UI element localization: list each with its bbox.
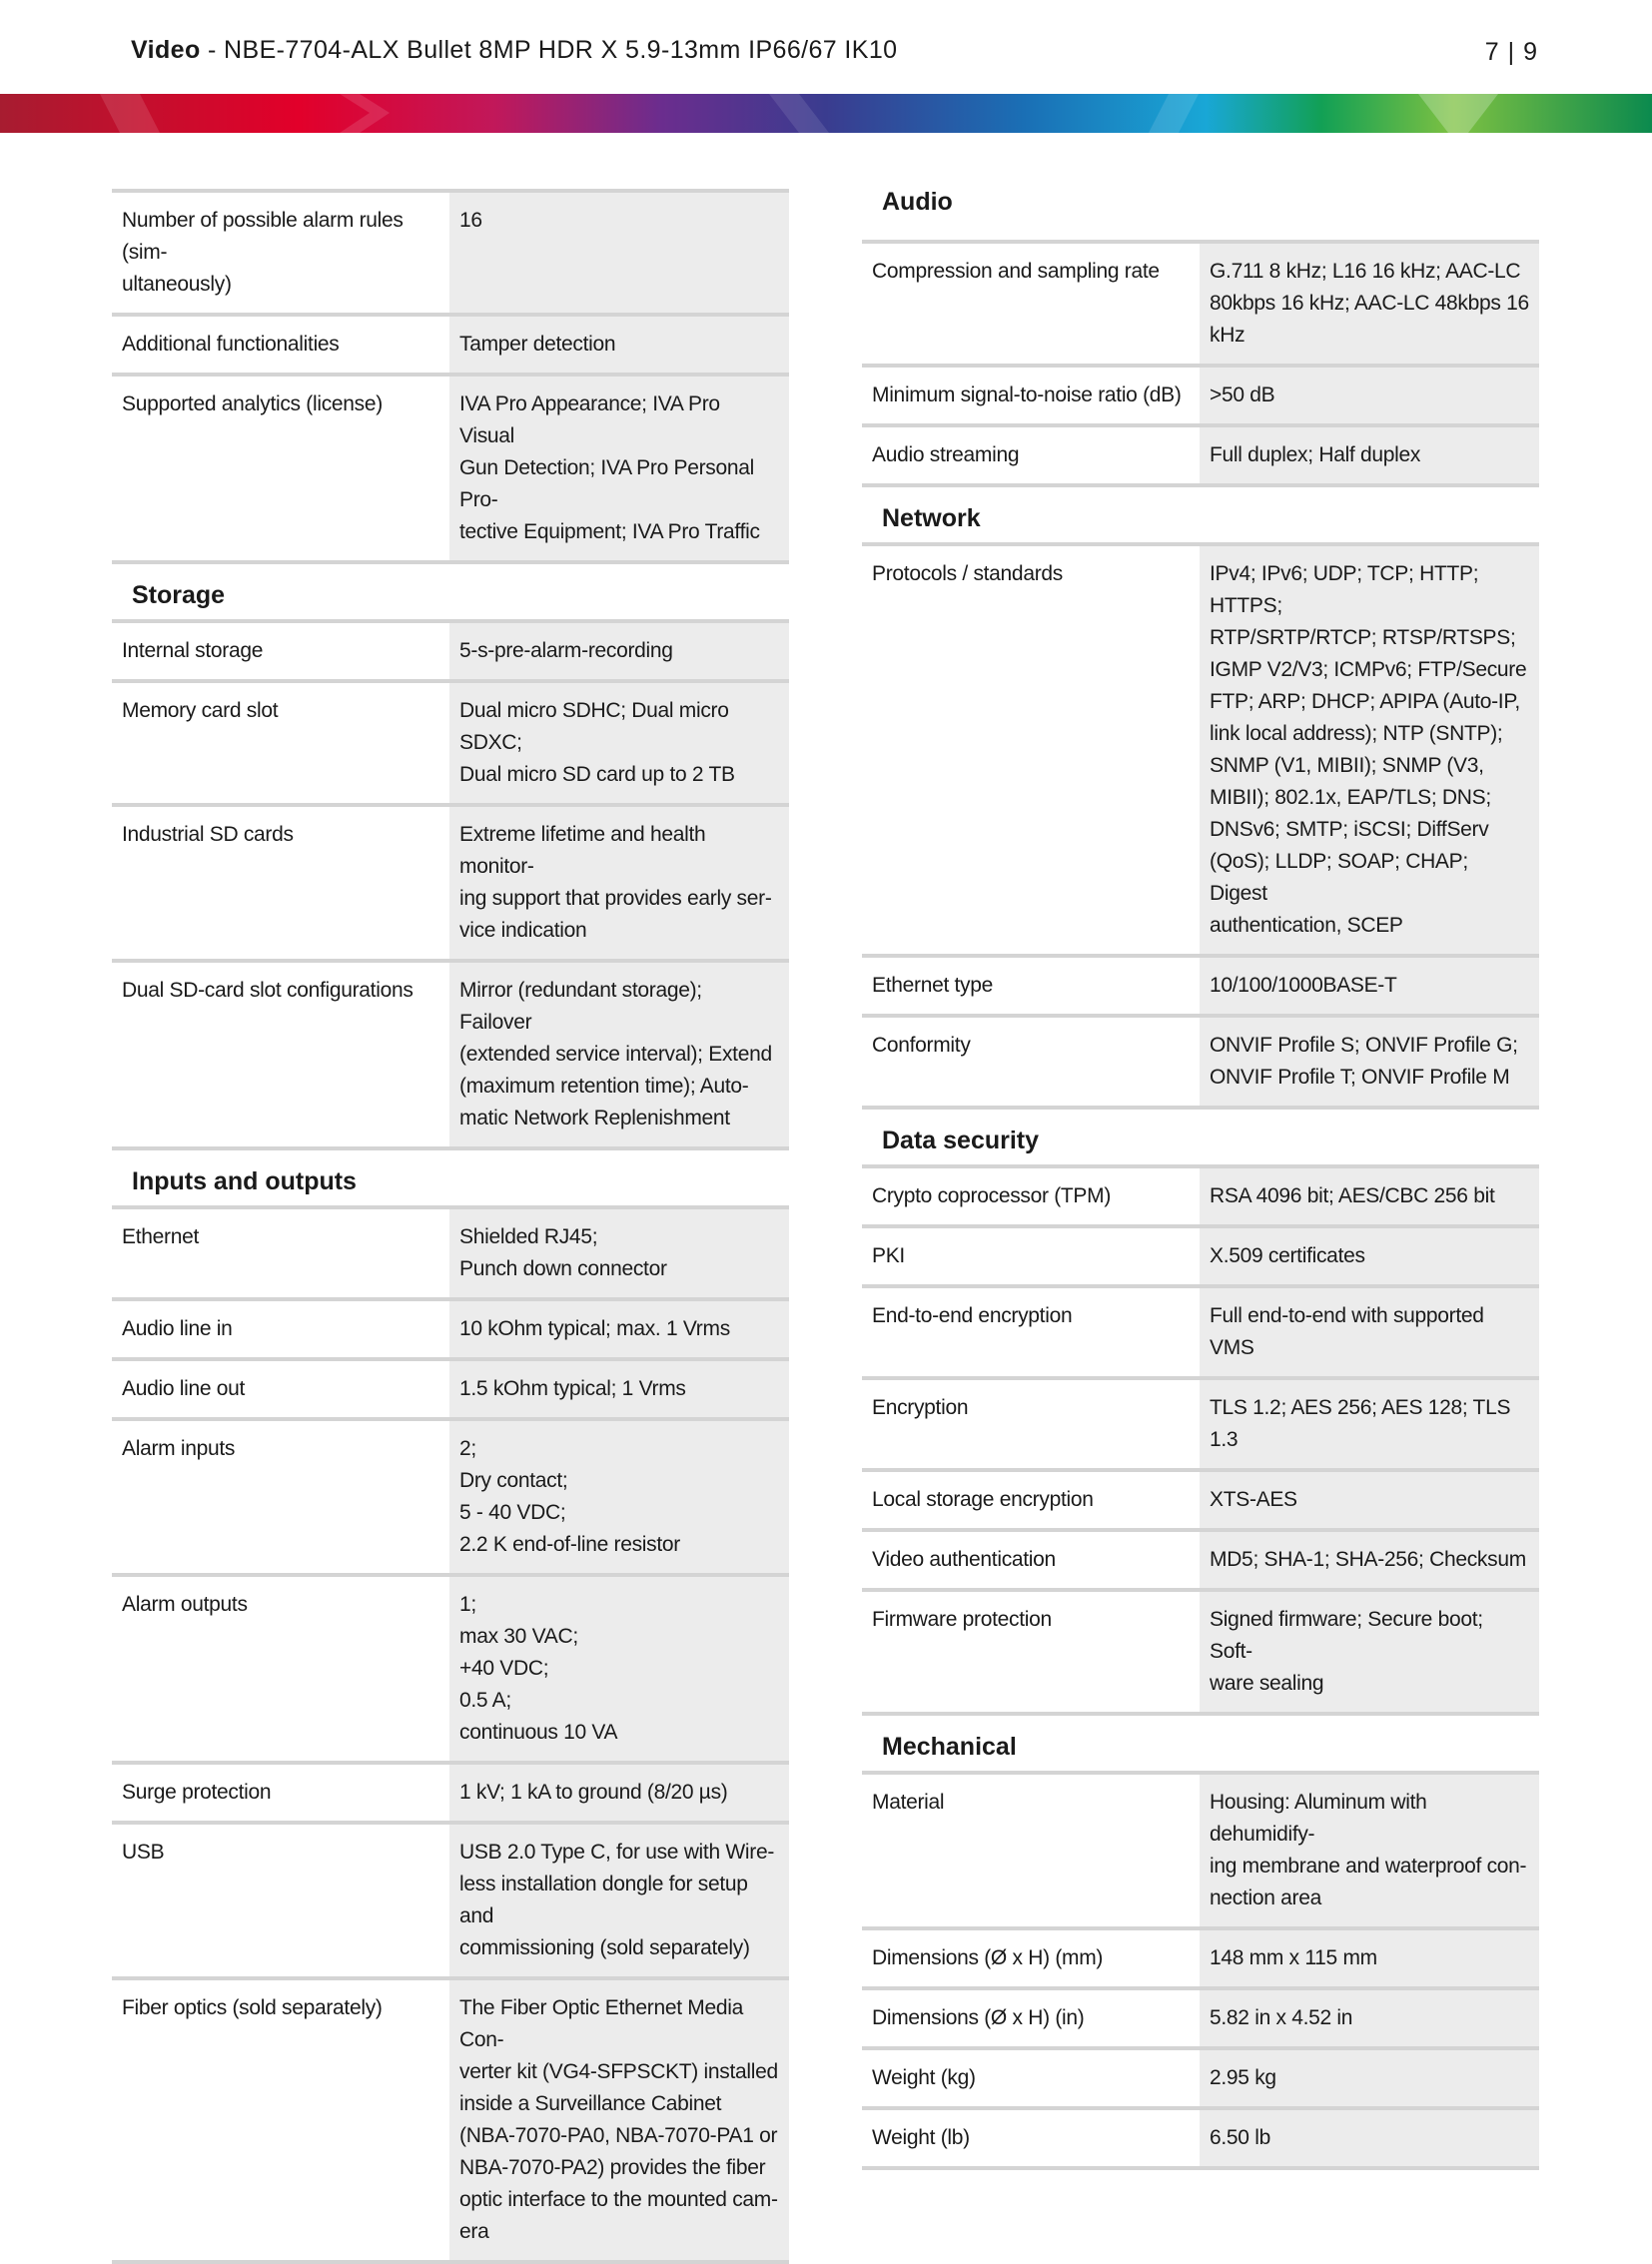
text-line: kHz — [1210, 324, 1245, 347]
spec-value — [1200, 1378, 1539, 1470]
text-line: authentication, SCEP — [1210, 914, 1403, 937]
table-audio — [862, 240, 1539, 487]
spec-value — [449, 1978, 789, 2262]
table-row — [112, 1359, 789, 1419]
spec-label: Material — [862, 1773, 1200, 1928]
right-column — [862, 185, 1539, 2170]
table-mechanical — [862, 1771, 1539, 2170]
text-line: inside a Surveillance Cabinet — [459, 2092, 722, 2115]
spec-value — [449, 805, 789, 961]
table-row — [112, 1823, 789, 1978]
section-title-storage: Storage — [132, 581, 226, 609]
spec-label: Minimum signal-to-noise ratio (dB) — [862, 366, 1200, 425]
table-row — [862, 544, 1539, 956]
spec-label: Local storage encryption — [862, 1470, 1200, 1530]
page-header — [0, 0, 1652, 95]
spec-value: 10 kOhm typical; max. 1 Vrms — [449, 1299, 789, 1359]
text-line: NBA-7070-PA2) provides the fiber — [459, 2156, 766, 2179]
text-line: ing membrane and waterproof con- — [1210, 1855, 1527, 1878]
text-line: less installation dongle for setup and — [459, 1873, 748, 1927]
table-row — [862, 1590, 1539, 1714]
spec-label: Additional functionalities — [112, 315, 449, 375]
table-row — [112, 1575, 789, 1763]
text-line: ware sealing — [1210, 1672, 1324, 1695]
table-row — [112, 621, 789, 681]
spec-label: Alarm outputs — [112, 1575, 449, 1763]
section-title-inputs-outputs: Inputs and outputs — [132, 1167, 357, 1195]
spec-value — [449, 1575, 789, 1763]
text-line: 1; — [459, 1593, 476, 1616]
text-line: verter kit (VG4-SFPSCKT) installed — [459, 2060, 778, 2083]
table-row — [112, 1299, 789, 1359]
spec-value: 148 mm x 115 mm — [1200, 1928, 1539, 1988]
table-storage — [112, 619, 789, 1150]
text-line: RTP/SRTP/RTCP; RTSP/RTSPS; — [1210, 626, 1516, 649]
text-line: Dual micro SDHC; Dual micro SDXC; — [459, 699, 729, 754]
section-title-data-security: Data security — [882, 1127, 1040, 1154]
spec-label: Supported analytics (license) — [112, 375, 449, 562]
table-row — [112, 375, 789, 562]
band-gradient — [0, 94, 1652, 133]
table-row — [112, 315, 789, 375]
spec-label: Weight (lb) — [862, 2108, 1200, 2168]
text-line: USB 2.0 Type C, for use with Wire- — [459, 1841, 775, 1864]
text-line: era — [459, 2220, 489, 2243]
spec-value — [1200, 1016, 1539, 1108]
spec-value: Full end-to-end with supported VMS — [1200, 1286, 1539, 1378]
text-line: optic interface to the mounted cam- — [459, 2188, 778, 2211]
spec-label: End-to-end encryption — [862, 1286, 1200, 1378]
spec-label: Industrial SD cards — [112, 805, 449, 961]
spec-label: Fiber optics (sold separately) — [112, 1978, 449, 2262]
spec-value: 1 kV; 1 kA to ground (8/20 µs) — [449, 1763, 789, 1823]
spec-value: MD5; SHA-1; SHA-256; Checksum — [1200, 1530, 1539, 1590]
text-line: matic Network Replenishment — [459, 1107, 730, 1130]
spec-value — [1200, 242, 1539, 366]
table-row — [112, 1419, 789, 1575]
table-row — [112, 681, 789, 805]
table-row — [862, 1226, 1539, 1286]
spec-value: 16 — [449, 191, 789, 315]
text-line: G.711 8 kHz; L16 16 kHz; AAC-LC — [1210, 260, 1521, 283]
text-line: commissioning (sold separately) — [459, 1936, 750, 1959]
spec-value: Tamper detection — [449, 315, 789, 375]
table-row — [862, 1016, 1539, 1108]
table-row — [112, 1763, 789, 1823]
text-line: (NBA-7070-PA0, NBA-7070-PA1 or — [459, 2124, 778, 2147]
spec-value: >50 dB — [1200, 366, 1539, 425]
spec-value — [1200, 1773, 1539, 1928]
text-line: link local address); NTP (SNTP); — [1210, 722, 1503, 745]
text-line: 1.3 — [1210, 1428, 1239, 1451]
table-row — [112, 191, 789, 315]
spec-value: 6.50 lb — [1200, 2108, 1539, 2168]
table-row — [862, 425, 1539, 485]
spec-label: Conformity — [862, 1016, 1200, 1108]
text-line: Extreme lifetime and health monitor- — [459, 823, 706, 878]
spec-label: Encryption — [862, 1378, 1200, 1470]
text-line: Signed firmware; Secure boot; Soft- — [1210, 1608, 1483, 1663]
text-line: MIBII); 802.1x, EAP/TLS; DNS; — [1210, 786, 1491, 809]
spec-label: Video authentication — [862, 1530, 1200, 1590]
table-row — [862, 2048, 1539, 2108]
text-line: (QoS); LLDP; SOAP; CHAP; Digest — [1210, 850, 1468, 905]
text-line: 2.2 K end-of-line resistor — [459, 1533, 680, 1556]
table-row — [112, 805, 789, 961]
text-line: (maximum retention time); Auto- — [459, 1075, 749, 1098]
spec-value: 5.82 in x 4.52 in — [1200, 1988, 1539, 2048]
table-row — [112, 1978, 789, 2262]
table-row — [862, 1286, 1539, 1378]
spec-label: Surge protection — [112, 1763, 449, 1823]
spec-value — [1200, 1590, 1539, 1714]
table-row — [862, 366, 1539, 425]
spec-label: Compression and sampling rate — [862, 242, 1200, 366]
spec-value — [449, 961, 789, 1148]
text-line: IPv4; IPv6; UDP; TCP; HTTP; HTTPS; — [1210, 562, 1479, 617]
spec-label: USB — [112, 1823, 449, 1978]
spec-label: Weight (kg) — [862, 2048, 1200, 2108]
spec-label: Audio line out — [112, 1359, 449, 1419]
section-title-audio: Audio — [882, 188, 953, 216]
text-line: 2; — [459, 1437, 476, 1460]
page-number: 7 | 9 — [1484, 38, 1538, 66]
text-line: Shielded RJ45; — [459, 1225, 598, 1248]
title-category: Video — [131, 36, 201, 64]
text-line: 5 - 40 VDC; — [459, 1501, 566, 1524]
table-network — [862, 542, 1539, 1110]
text-line: max 30 VAC; — [459, 1625, 578, 1648]
text-line: tective Equipment; IVA Pro Traffic — [459, 520, 760, 543]
text-line: ing support that provides early ser- — [459, 887, 772, 910]
spec-label: Audio line in — [112, 1299, 449, 1359]
spec-label: PKI — [862, 1226, 1200, 1286]
table-row — [862, 2108, 1539, 2168]
table-row — [862, 1773, 1539, 1928]
text-line: (extended service interval); Extend — [459, 1043, 772, 1066]
text-line: TLS 1.2; AES 256; AES 128; TLS — [1210, 1396, 1511, 1419]
text-line: SNMP (V1, MIBII); SNMP (V3, — [1210, 754, 1484, 777]
text-line: ONVIF Profile S; ONVIF Profile G; — [1210, 1034, 1518, 1057]
table-row — [862, 956, 1539, 1016]
section-title-mechanical: Mechanical — [882, 1733, 1017, 1761]
text-line: ultaneously) — [122, 273, 232, 296]
table-row — [862, 1988, 1539, 2048]
spec-value — [1200, 544, 1539, 956]
text-line: Dry contact; — [459, 1469, 568, 1492]
spec-label: Protocols / standards — [862, 544, 1200, 956]
text-line: 0.5 A; — [459, 1689, 511, 1712]
text-line: IVA Pro Appearance; IVA Pro Visual — [459, 392, 720, 447]
text-line: Gun Detection; IVA Pro Personal Pro- — [459, 456, 754, 511]
spec-label: Crypto coprocessor (TPM) — [862, 1166, 1200, 1226]
spec-value: X.509 certificates — [1200, 1226, 1539, 1286]
spec-value — [449, 1419, 789, 1575]
spec-label: Firmware protection — [862, 1590, 1200, 1714]
text-line: Housing: Aluminum with dehumidify- — [1210, 1791, 1427, 1846]
text-line: FTP; ARP; DHCP; APIPA (Auto-IP, — [1210, 690, 1520, 713]
spec-label: Dual SD-card slot configurations — [112, 961, 449, 1148]
text-line: Number of possible alarm rules (sim- — [122, 209, 404, 264]
spec-value: 2.95 kg — [1200, 2048, 1539, 2108]
table-data-security — [862, 1164, 1539, 1716]
text-line: continuous 10 VA — [459, 1721, 618, 1744]
title-separator: - — [200, 36, 225, 64]
spec-label: Audio streaming — [862, 425, 1200, 485]
spec-label: Memory card slot — [112, 681, 449, 805]
spec-value: 10/100/1000BASE-T — [1200, 956, 1539, 1016]
table-row — [862, 1530, 1539, 1590]
spec-value — [449, 681, 789, 805]
left-column — [112, 189, 789, 2264]
spec-label: Ethernet — [112, 1207, 449, 1299]
text-line: Punch down connector — [459, 1257, 667, 1280]
document-title — [131, 36, 897, 65]
text-line: The Fiber Optic Ethernet Media Con- — [459, 1996, 743, 2051]
table-row — [862, 1928, 1539, 1988]
text-line: +40 VDC; — [459, 1657, 549, 1680]
spec-label — [112, 191, 449, 315]
table-row — [862, 242, 1539, 366]
table-row — [862, 1470, 1539, 1530]
spec-value: 1.5 kOhm typical; 1 Vrms — [449, 1359, 789, 1419]
text-line: IGMP V2/V3; ICMPv6; FTP/Secure — [1210, 658, 1527, 681]
table-row — [112, 1207, 789, 1299]
spec-value — [449, 375, 789, 562]
text-line: Mirror (redundant storage); Failover — [459, 979, 702, 1034]
spec-value — [449, 1823, 789, 1978]
spec-label: Dimensions (Ø x H) (mm) — [862, 1928, 1200, 1988]
spec-label: Internal storage — [112, 621, 449, 681]
table-alarm-analytics — [112, 189, 789, 564]
spec-value: RSA 4096 bit; AES/CBC 256 bit — [1200, 1166, 1539, 1226]
spec-value — [449, 1207, 789, 1299]
text-line: ONVIF Profile T; ONVIF Profile M — [1210, 1066, 1510, 1089]
table-inputs-outputs — [112, 1205, 789, 2264]
spec-value: 5-s-pre-alarm-recording — [449, 621, 789, 681]
spec-value: XTS-AES — [1200, 1470, 1539, 1530]
table-row — [862, 1378, 1539, 1470]
spec-label: Alarm inputs — [112, 1419, 449, 1575]
brand-color-band — [0, 94, 1652, 133]
text-line: nection area — [1210, 1887, 1321, 1909]
spec-value: Full duplex; Half duplex — [1200, 425, 1539, 485]
spec-label: Ethernet type — [862, 956, 1200, 1016]
table-row — [112, 961, 789, 1148]
text-line: 80kbps 16 kHz; AAC-LC 48kbps 16 — [1210, 292, 1529, 315]
table-row — [862, 1166, 1539, 1226]
section-title-network: Network — [882, 504, 981, 532]
text-line: Dual micro SD card up to 2 TB — [459, 763, 735, 786]
spec-label: Dimensions (Ø x H) (in) — [862, 1988, 1200, 2048]
title-product: NBE-7704-ALX Bullet 8MP HDR X 5.9-13mm IP66/67 IK10 — [224, 36, 898, 64]
text-line: DNSv6; SMTP; iSCSI; DiffServ — [1210, 818, 1489, 841]
text-line: vice indication — [459, 919, 587, 942]
